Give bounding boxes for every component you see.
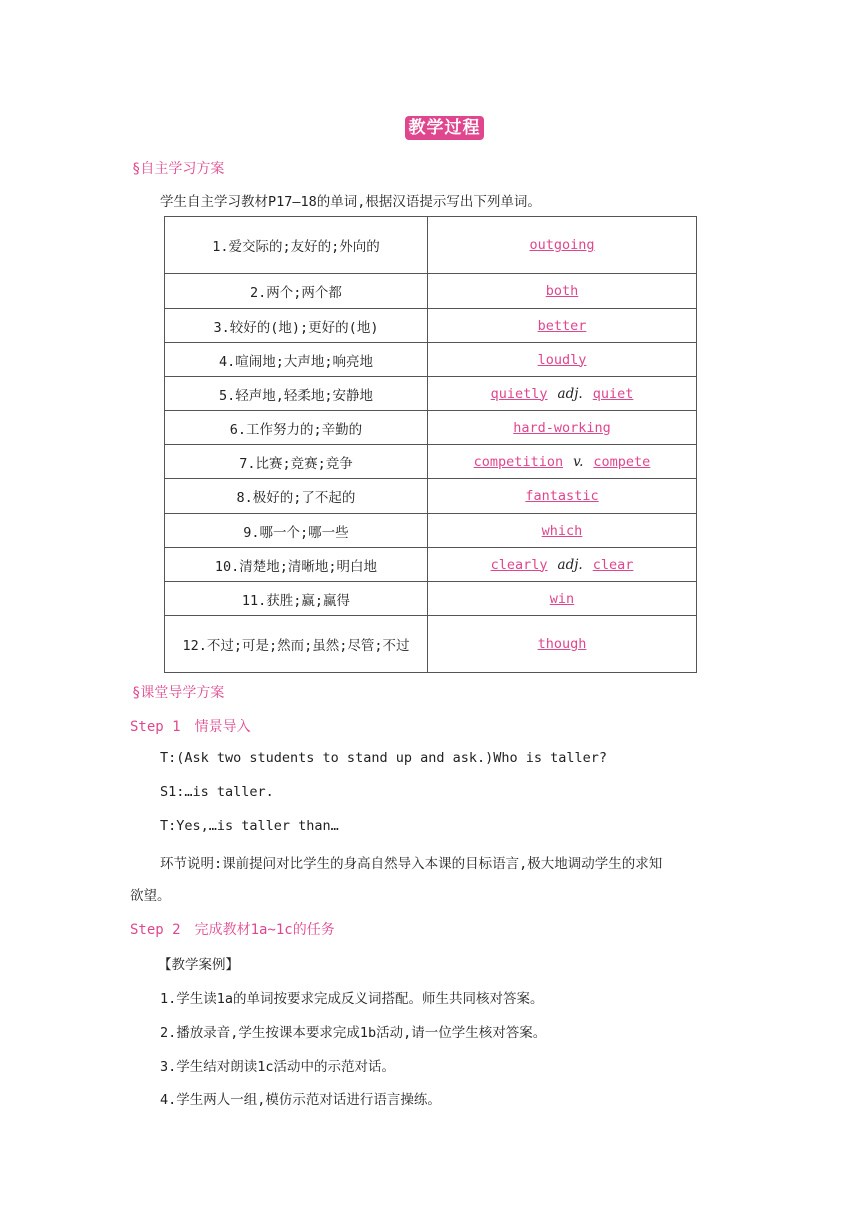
vocab-answer: which [541, 522, 583, 539]
vocab-chinese: 4.喧闹地;大声地;响亮地 [165, 343, 428, 377]
vocab-row [165, 548, 697, 582]
vocab-answer-cell [428, 479, 697, 514]
vocab-answer: outgoing [529, 237, 595, 253]
vocab-row [165, 217, 697, 274]
vocab-chinese: 11.获胜;赢;赢得 [165, 582, 428, 616]
vocab-answer-cell [428, 411, 697, 445]
vocab-chinese: 1.爱交际的;友好的;外向的 [165, 217, 428, 274]
vocab-row [165, 377, 697, 411]
dialogue-line: S1:…is taller. [160, 784, 274, 800]
step1-note: 环节说明:课前提问对比学生的身高自然导入本课的目标语言,极大地调动学生的求知 [160, 856, 663, 872]
vocab-answer: fantastic [525, 488, 599, 504]
vocab-chinese: 2.两个;两个都 [165, 274, 428, 309]
vocab-chinese: 3.较好的(地);更好的(地) [165, 309, 428, 343]
vocab-answer-cell [428, 217, 697, 274]
dialogue-line: T:Yes,…is taller than… [160, 818, 339, 834]
vocab-answer-cell [428, 582, 697, 616]
vocab-chinese: 8.极好的;了不起的 [165, 479, 428, 514]
vocab-row [165, 445, 697, 479]
vocab-chinese: 7.比赛;竞赛;竞争 [165, 445, 428, 479]
vocab-row [165, 514, 697, 548]
vocab-answer: loudly [537, 351, 587, 368]
vocab-answer: clearly [490, 556, 548, 573]
vocab-answer: both [545, 283, 579, 299]
vocab-row [165, 616, 697, 673]
vocab-answer-cell [428, 445, 697, 479]
vocab-chinese: 9.哪一个;哪一些 [165, 514, 428, 548]
vocab-row [165, 411, 697, 445]
vocab-answer-related: clear [592, 556, 634, 573]
vocab-answer-related: quiet [592, 385, 634, 402]
step1-note-cont: 欲望。 [130, 888, 171, 904]
vocab-answer: competition [473, 453, 564, 470]
vocab-row [165, 274, 697, 309]
part-of-speech: adj. [557, 385, 583, 402]
vocab-answer-cell [428, 514, 697, 548]
vocab-chinese: 10.清楚地;清晰地;明白地 [165, 548, 428, 582]
part-of-speech: v. [573, 453, 584, 470]
vocab-answer-cell [428, 616, 697, 673]
vocab-row [165, 479, 697, 514]
part-of-speech: adj. [557, 556, 583, 573]
vocab-row [165, 343, 697, 377]
vocab-answer: better [537, 317, 587, 334]
vocab-answer-cell [428, 309, 697, 343]
vocab-row [165, 582, 697, 616]
case-label: 【教学案例】 [158, 957, 239, 973]
vocab-table [164, 216, 697, 673]
self-study-intro: 学生自主学习教材P17—18的单词,根据汉语提示写出下列单词。 [160, 194, 541, 210]
vocab-row [165, 309, 697, 343]
dialogue-line: T:(Ask two students to stand up and ask.)Who is taller? [160, 750, 608, 766]
case-item: 4.学生两人一组,模仿示范对话进行语言操练。 [160, 1092, 441, 1108]
vocab-answer-cell [428, 274, 697, 309]
vocab-answer: hard-working [513, 419, 611, 436]
vocab-answer-related: compete [593, 453, 651, 470]
step2-title: Step 2 完成教材1a~1c的任务 [130, 922, 335, 938]
case-item: 2.播放录音,学生按课本要求完成1b活动,请一位学生核对答案。 [160, 1025, 547, 1041]
step1-title: Step 1 情景导入 [130, 719, 251, 735]
case-item: 3.学生结对朗读1c活动中的示范对话。 [160, 1059, 396, 1075]
section-self-study-title: §自主学习方案 [132, 161, 225, 177]
vocab-answer: though [537, 636, 587, 652]
vocab-chinese: 6.工作努力的;辛勤的 [165, 411, 428, 445]
vocab-answer: quietly [490, 385, 548, 402]
case-item: 1.学生读1a的单词按要求完成反义词搭配。师生共同核对答案。 [160, 991, 544, 1007]
vocab-answer-cell [428, 343, 697, 377]
vocab-answer-cell [428, 377, 697, 411]
vocab-answer: win [549, 590, 575, 607]
page-heading: 教学过程 [405, 116, 484, 140]
section-class-guide-title: §课堂导学方案 [132, 685, 225, 701]
vocab-chinese: 5.轻声地,轻柔地;安静地 [165, 377, 428, 411]
vocab-answer-cell [428, 548, 697, 582]
vocab-chinese: 12.不过;可是;然而;虽然;尽管;不过 [165, 616, 428, 673]
